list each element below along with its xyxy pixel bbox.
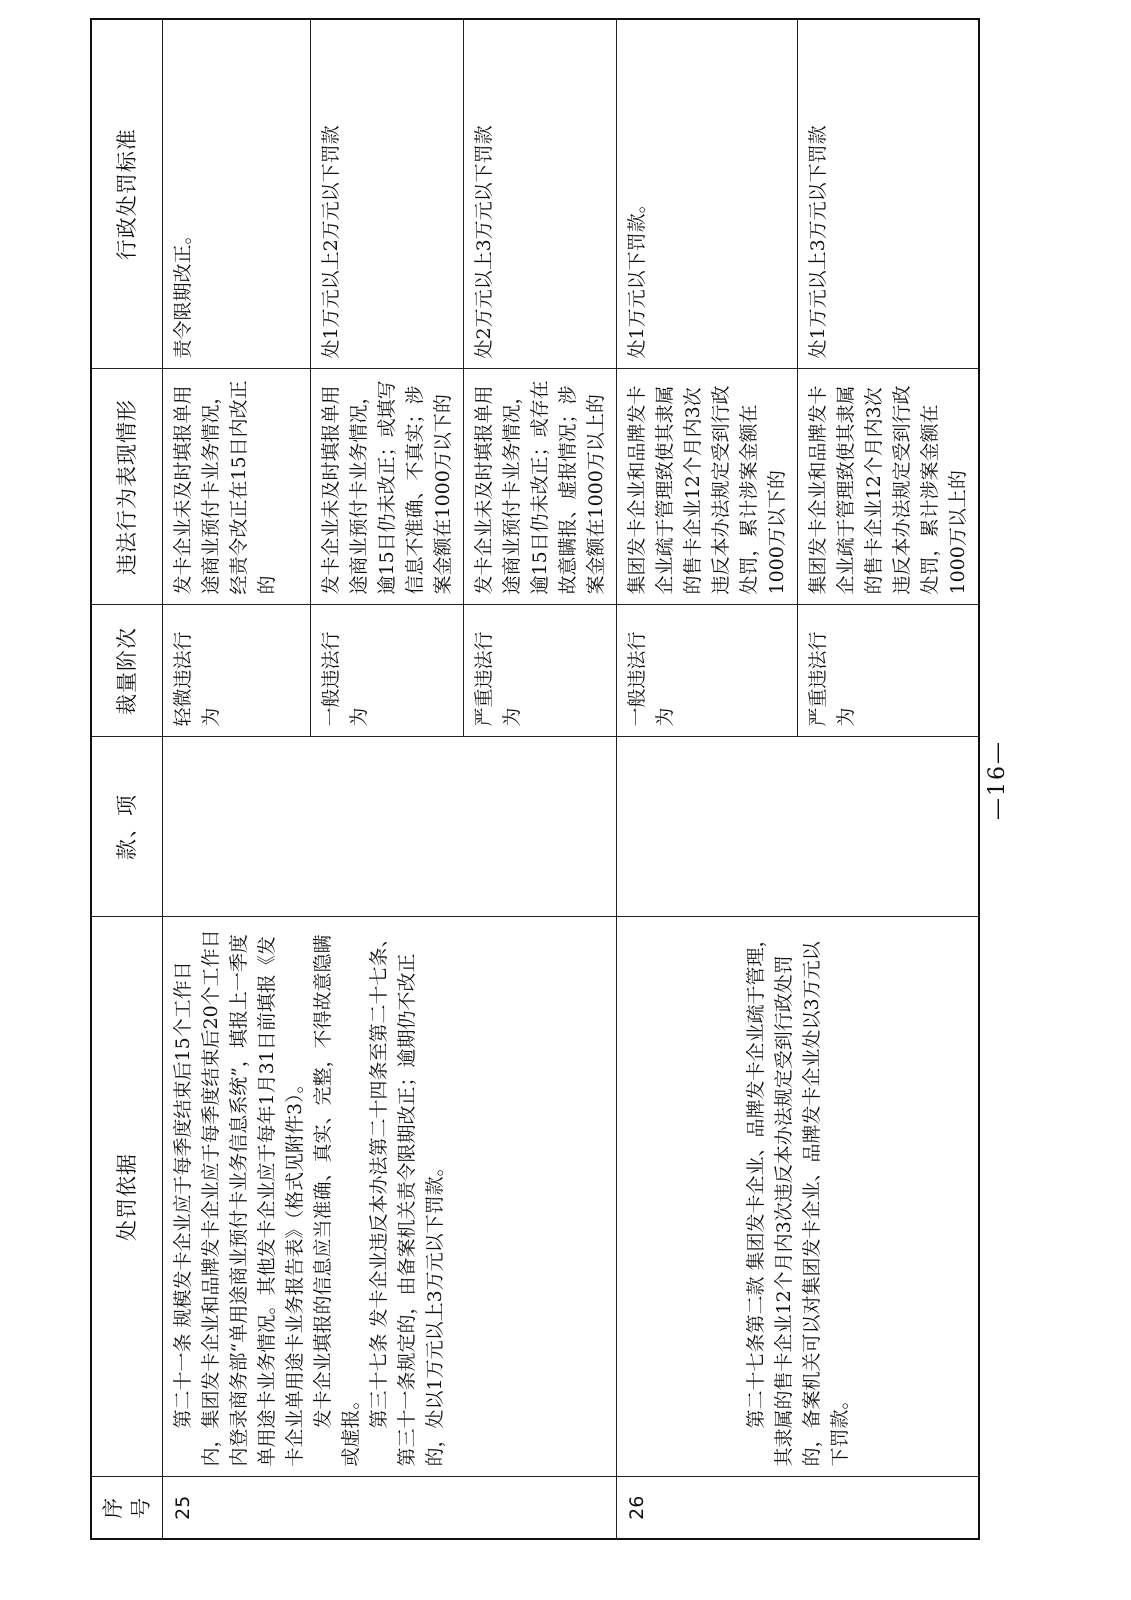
header-basis: 处罚依据 [91, 917, 163, 1477]
violation-behavior: 发卡企业未及时填报单用途商业预付卡业务情况，经责令改正在15日内改正的 [163, 369, 311, 605]
penalty-standard: 处2万元以上3万元以下罚款 [464, 19, 617, 369]
discretion-level: 严重违法行为 [798, 605, 980, 737]
rotated-page [90, 20, 1060, 1540]
header-clause: 款、项 [91, 737, 163, 917]
clause-cell [617, 737, 980, 917]
discretion-level: 一般违法行为 [311, 605, 464, 737]
discretion-level: 一般违法行为 [617, 605, 798, 737]
row-number: 26 [617, 1477, 980, 1539]
penalty-table [90, 18, 980, 1540]
penalty-standard: 处1万元以下罚款。 [617, 19, 798, 369]
violation-behavior: 集团发卡企业和品牌发卡企业疏于管理致使其隶属的售卡企业12个月内3次违反本办法规定受到行政处罚，累计涉案金额在1000万以上的 [798, 369, 980, 605]
header-num: 序号 [91, 1477, 163, 1539]
header-behavior: 违法行为表现情形 [91, 369, 163, 605]
clause-cell [163, 737, 617, 917]
violation-behavior: 发卡企业未及时填报单用途商业预付卡业务情况，逾15日仍未改正；或存在故意瞒报、虚报情况；涉案金额在1000万以上的 [464, 369, 617, 605]
penalty-basis [163, 917, 617, 1477]
discretion-level: 严重违法行为 [464, 605, 617, 737]
penalty-standard: 处1万元以上2万元以下罚款 [311, 19, 464, 369]
page-number: —16— [985, 740, 1010, 820]
header-level: 裁量阶次 [91, 605, 163, 737]
table-row [617, 19, 798, 1539]
violation-behavior: 集团发卡企业和品牌发卡企业疏于管理致使其隶属的售卡企业12个月内3次违反本办法规定受到行政处罚，累计涉案金额在1000万以下的 [617, 369, 798, 605]
basis-paragraph: 第三十七条 发卡企业违反本办法第二十四条至第二十七条、第三十一条规定的，由备案机关责令限期改正；逾期仍不改正的，处以1万元以上3万元以下罚款。 [368, 928, 446, 1467]
basis-paragraph: 第二十一条 规模发卡企业应于每季度结束后15个工作日内，集团发卡企业和品牌发卡企业应于每季度结束后20个工作日内登录商务部“单用途商业预付卡业务信息系统”，填报上一季度单用途卡业务情况。其他发卡企业应于每年1月31日前填报《发卡企业单用途卡业务报告表》（格式见附件3）。 [172, 929, 306, 1467]
penalty-standard: 处1万元以上3万元以下罚款 [798, 19, 980, 369]
table-row [163, 19, 311, 1539]
basis-paragraph: 发卡企业填报的信息应当准确、真实、完整，不得故意隐瞒或虚报。 [312, 934, 362, 1467]
penalty-standard: 责令限期改正。 [163, 19, 311, 369]
penalty-basis [617, 917, 980, 1477]
discretion-level: 轻微违法行为 [163, 605, 311, 737]
violation-behavior: 发卡企业未及时填报单用途商业预付卡业务情况，逾15日仍未改正；或填写信息不准确、不真实；涉案金额在1000万以下的 [311, 369, 464, 605]
header-standard: 行政处罚标准 [91, 19, 163, 369]
row-number: 25 [163, 1477, 617, 1539]
header-row [91, 19, 163, 1539]
basis-paragraph: 第二十七条第二款 集团发卡企业、品牌发卡企业疏于管理，其隶属的售卡企业12个月内3次违反本办法规定受到行政处罚的，备案机关可以对集团发卡企业、品牌发卡企业处以3万元以下罚款。 [744, 928, 851, 1467]
